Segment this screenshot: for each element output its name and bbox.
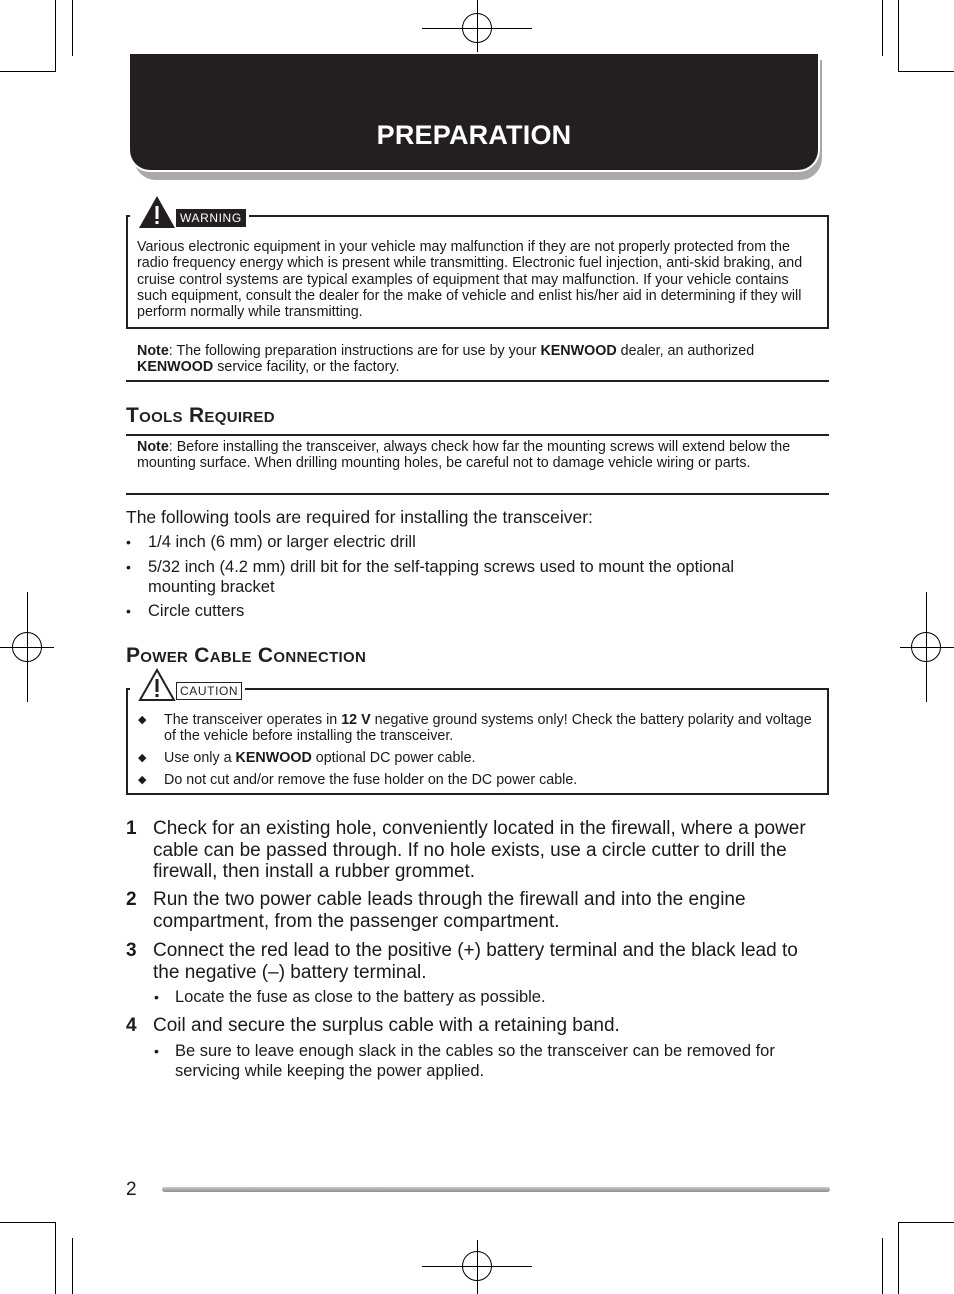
step-2: [126, 889, 826, 933]
diamond-bullet-icon: ◆: [138, 714, 147, 726]
caution-label: [130, 668, 245, 702]
caution1-text-a: The transceiver operates in: [164, 712, 342, 728]
warning-label: [130, 195, 249, 229]
step-number: 4: [126, 1015, 137, 1036]
tools-rule-top: [126, 434, 829, 436]
bullet-icon: •: [154, 1043, 159, 1059]
preparation-note: [137, 343, 819, 376]
note-label: Note: [137, 343, 169, 359]
step-3-sub-item: [154, 988, 826, 1008]
bullet-icon: •: [154, 989, 159, 1005]
page-number: 2: [126, 1179, 137, 1200]
note-text-a: : The following preparation instructions are for use by your: [168, 343, 541, 359]
sub-item-text: Locate the fuse as close to the battery as possible.: [175, 988, 546, 1006]
tool-item: [126, 602, 826, 622]
caution-item-text: Do not cut and/or remove the fuse holder on the DC power cable.: [164, 772, 578, 788]
note-brand-1: KENWOOD: [540, 343, 617, 359]
tool-item-text: 1/4 inch (6 mm) or larger electric drill: [148, 533, 416, 551]
tool-item: [126, 558, 826, 598]
diamond-bullet-icon: ◆: [138, 774, 147, 786]
step-3: [126, 940, 826, 984]
caution-item: [138, 750, 818, 767]
note-divider: [126, 380, 829, 382]
tools-required-heading: Tools Required: [126, 404, 275, 427]
step-4: [126, 1015, 826, 1037]
caution-box: [126, 688, 829, 795]
step-number: 3: [126, 940, 137, 961]
note-brand-2: KENWOOD: [137, 359, 214, 376]
tool-item-text: Circle cutters: [148, 602, 245, 620]
step-text: Connect the red lead to the positive (+) battery terminal and the black lead to the negative (–) battery terminal.: [153, 940, 798, 983]
warning-box: [126, 215, 829, 329]
tools-note: [137, 439, 819, 472]
footer-bar: [162, 1187, 830, 1192]
caution-item: [138, 772, 818, 789]
sub-item-text: Be sure to leave enough slack in the cables so the transceiver can be removed for servicing while keeping the power applied.: [175, 1042, 775, 1080]
caution2-text-b: optional DC power cable.: [311, 750, 476, 766]
bullet-icon: •: [126, 603, 131, 619]
step-number: 1: [126, 818, 137, 839]
step-number: 2: [126, 889, 137, 910]
caution-item-text: [164, 712, 818, 745]
chapter-header: [130, 54, 818, 170]
step-text: Run the two power cable leads through the firewall and into the engine compartment, from the passenger compartment.: [153, 889, 746, 932]
chapter-title: PREPARATION: [376, 120, 572, 150]
tools-intro: The following tools are required for installing the transceiver:: [126, 507, 593, 527]
caution-tag: CAUTION: [176, 682, 242, 700]
tools-note-label: Note: [137, 439, 169, 455]
caution2-text-a: Use only a: [164, 750, 236, 766]
caution1-text-b: negative ground systems only! Check the battery polarity and voltage of the vehicle before installing the transceiver.: [164, 712, 812, 745]
tool-item-text: 5/32 inch (4.2 mm) drill bit for the self-tapping screws used to mount the optional mounting bracket: [148, 558, 735, 596]
bullet-icon: •: [126, 559, 131, 575]
step-text: Check for an existing hole, conveniently located in the firewall, where a power cable can be passed through. If no hole exists, use a circle cutter to drill the firewall, then install a rubber grommet.: [153, 818, 806, 882]
caution2-brand: KENWOOD: [235, 750, 312, 766]
warning-tag: WARNING: [176, 209, 246, 227]
note-text-c: service facility, or the factory.: [213, 359, 400, 376]
diamond-bullet-icon: ◆: [138, 752, 147, 764]
bullet-icon: •: [126, 534, 131, 550]
tools-rule-bottom: [126, 493, 829, 495]
caution-item: [138, 712, 818, 746]
tool-item: [126, 533, 826, 553]
tools-note-text: : Before installing the transceiver, always check how far the mounting screws will extend below the mounting surface. When drilling mounting holes, be careful not to damage vehicle wiring or parts.: [137, 439, 791, 472]
caution-item-text: [164, 750, 818, 766]
step-1: [126, 818, 826, 884]
power-cable-heading: Power Cable Connection: [126, 644, 367, 667]
warning-triangle-icon: [138, 195, 176, 229]
warning-text: Various electronic equipment in your vehicle may malfunction if they are not properly protected from the radio frequency energy which is present while transmitting. Electronic fuel injection, anti-skid braking, and cruise control systems are typical examples of equipment that may malfunction. If your vehicle contains such equipment, consult the dealer for the make of vehicle and enlist his/her aid in determining if they will perform normally while transmitting.: [137, 239, 803, 321]
caution1-voltage: 12 V: [341, 712, 371, 728]
note-text-b: dealer, an authorized: [616, 343, 755, 359]
step-text: Coil and secure the surplus cable with a retaining band.: [153, 1015, 620, 1036]
caution-triangle-icon: [138, 668, 176, 702]
step-4-sub-item: [154, 1042, 826, 1082]
